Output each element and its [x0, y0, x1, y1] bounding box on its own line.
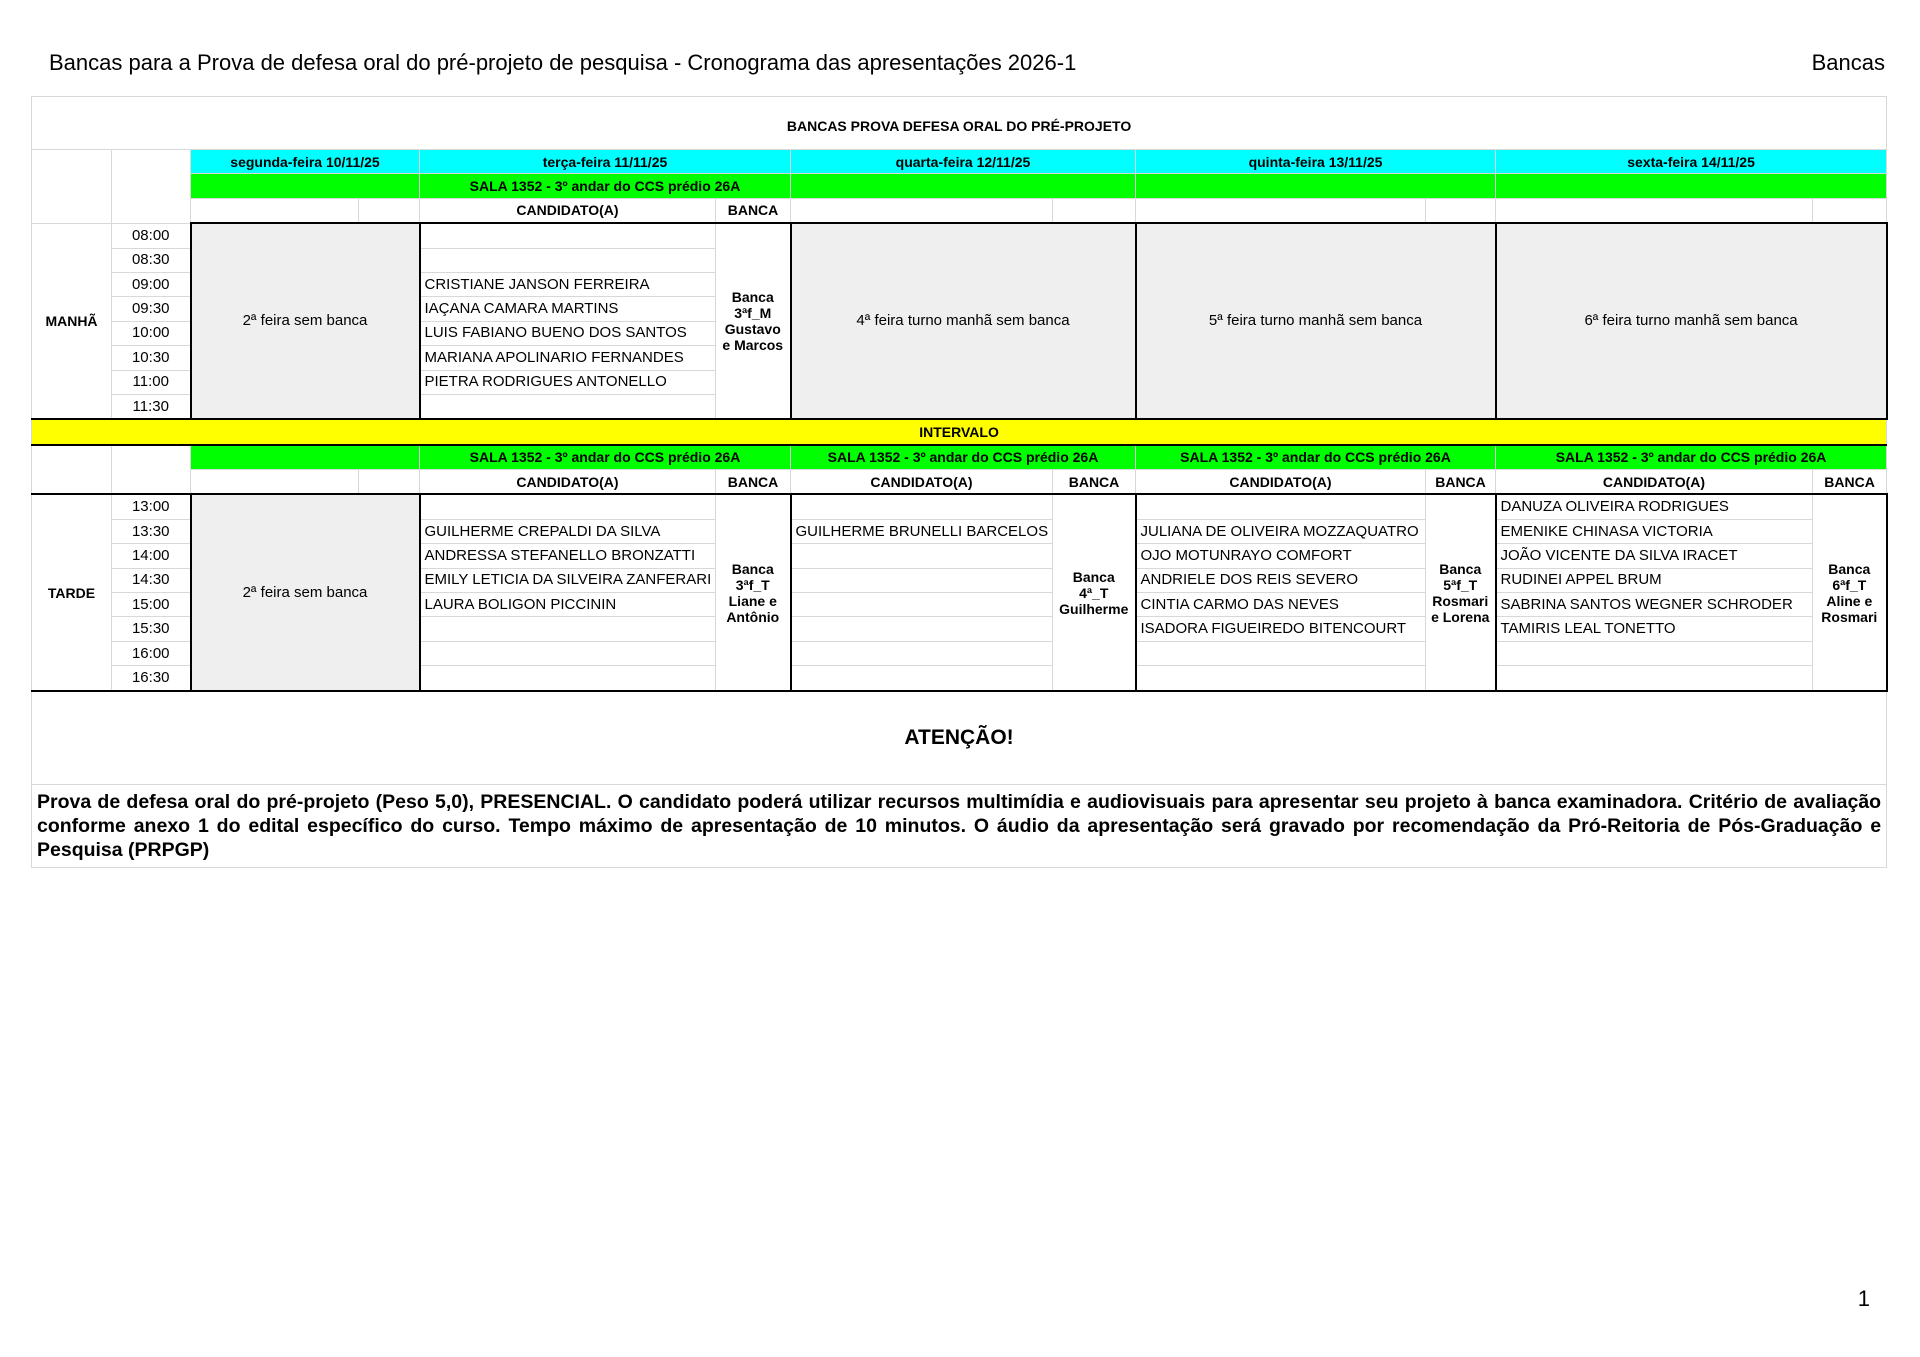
attention-heading: ATENÇÃO! [32, 691, 1887, 785]
banca-fri-afternoon: Banca 6ªf_T Aline e Rosmari [1813, 494, 1887, 690]
candidate-cell [791, 666, 1053, 691]
candidate-cell [1136, 641, 1426, 665]
col-candidate-header: CANDIDATO(A) [420, 198, 716, 223]
time-slot: 13:00 [112, 494, 191, 519]
time-slot: 11:00 [112, 370, 191, 394]
col-candidate-header: CANDIDATO(A) [1496, 470, 1813, 495]
col-banca-header: BANCA [1813, 470, 1887, 495]
turno-afternoon: TARDE [32, 494, 112, 690]
time-slot: 09:00 [112, 272, 191, 296]
monday-afternoon-no-banca: 2ª feira sem banca [191, 494, 420, 690]
candidate-cell: PIETRA RODRIGUES ANTONELLO [420, 370, 716, 394]
afternoon-block [32, 494, 1887, 690]
page-number: 1 [1857, 1286, 1870, 1311]
day-header-wed: quarta-feira 12/11/25 [791, 150, 1136, 174]
col-banca-header: BANCA [716, 198, 791, 223]
room-label-thu-afternoon: SALA 1352 - 3º andar do CCS prédio 26A [1136, 445, 1496, 470]
col-candidate-header: CANDIDATO(A) [420, 470, 716, 495]
candidate-cell: JULIANA DE OLIVEIRA MOZZAQUATRO [1136, 519, 1426, 543]
candidate-cell [791, 641, 1053, 665]
schedule-table [31, 96, 1888, 868]
time-slot: 14:30 [112, 568, 191, 592]
candidate-cell [791, 494, 1053, 519]
candidate-cell [1136, 494, 1426, 519]
time-slot: 08:00 [112, 223, 191, 248]
candidate-cell: EMILY LETICIA DA SILVEIRA ZANFERARI [420, 568, 716, 592]
candidate-cell [420, 223, 716, 248]
wednesday-morning-no-banca: 4ª feira turno manhã sem banca [791, 223, 1136, 419]
time-slot: 14:00 [112, 544, 191, 568]
time-slot: 16:30 [112, 666, 191, 691]
time-slot: 08:30 [112, 248, 191, 272]
candidate-cell [1496, 641, 1813, 665]
banca-tue-morning: Banca 3ªf_M Gustavo e Marcos [716, 223, 791, 419]
room-label-wed-afternoon: SALA 1352 - 3º andar do CCS prédio 26A [791, 445, 1136, 470]
candidate-cell: EMENIKE CHINASA VICTORIA [1496, 519, 1813, 543]
exam-note: Prova de defesa oral do pré-projeto (Peso 5,0), PRESENCIAL. O candidato poderá utilizar recursos multimídia e audiovisuais para apresentar seu projeto à banca examinadora. Critério de avaliação conforme anexo 1 do edital específico do curso. Tempo máximo de apresentação de 10 minutos. O áudio da apresentação será gravado por recomendação da Pró-Reitoria de Pós-Graduação e Pesquisa (PRPGP) [32, 784, 1887, 867]
time-slot: 16:00 [112, 641, 191, 665]
sheet-tag: Bancas [1811, 50, 1885, 75]
col-banca-header: BANCA [1053, 470, 1136, 495]
banca-tue-afternoon: Banca 3ªf_T Liane e Antônio [716, 494, 791, 690]
candidate-cell: IAÇANA CAMARA MARTINS [420, 297, 716, 321]
candidate-cell: OJO MOTUNRAYO COMFORT [1136, 544, 1426, 568]
candidate-cell: CINTIA CARMO DAS NEVES [1136, 593, 1426, 617]
thursday-morning-no-banca: 5ª feira turno manhã sem banca [1136, 223, 1496, 419]
candidate-cell [420, 666, 716, 691]
candidate-cell: DANUZA OLIVEIRA RODRIGUES [1496, 494, 1813, 519]
page-title: Bancas para a Prova de defesa oral do pré-projeto de pesquisa - Cronograma das apresentações 2026-1 [49, 50, 1077, 75]
day-header-fri: sexta-feira 14/11/25 [1496, 150, 1887, 174]
candidate-cell: RUDINEI APPEL BRUM [1496, 568, 1813, 592]
interval-bar: INTERVALO [32, 419, 1887, 444]
candidate-cell [791, 568, 1053, 592]
time-slot: 15:00 [112, 593, 191, 617]
candidate-cell: TAMIRIS LEAL TONETTO [1496, 617, 1813, 641]
candidate-cell: ISADORA FIGUEIREDO BITENCOURT [1136, 617, 1426, 641]
banca-thu-afternoon: Banca 5ªf_T Rosmari e Lorena [1426, 494, 1496, 690]
col-candidate-header: CANDIDATO(A) [1136, 470, 1426, 495]
room-label-tue-morning: SALA 1352 - 3º andar do CCS prédio 26A [420, 174, 791, 198]
candidate-cell [420, 494, 716, 519]
candidate-cell [791, 544, 1053, 568]
candidate-cell [420, 248, 716, 272]
candidate-cell [791, 593, 1053, 617]
day-header-thu: quinta-feira 13/11/25 [1136, 150, 1496, 174]
room-label-tue-afternoon: SALA 1352 - 3º andar do CCS prédio 26A [420, 445, 791, 470]
candidate-cell: SABRINA SANTOS WEGNER SCHRODER [1496, 593, 1813, 617]
friday-morning-no-banca: 6ª feira turno manhã sem banca [1496, 223, 1887, 419]
col-banca-header: BANCA [716, 470, 791, 495]
candidate-cell [420, 617, 716, 641]
col-banca-header: BANCA [1426, 470, 1496, 495]
turno-morning: MANHÃ [32, 223, 112, 419]
col-candidate-header: CANDIDATO(A) [791, 470, 1053, 495]
candidate-cell: JOÃO VICENTE DA SILVA IRACET [1496, 544, 1813, 568]
table-title: BANCAS PROVA DEFESA ORAL DO PRÉ-PROJETO [32, 97, 1887, 150]
candidate-cell: GUILHERME BRUNELLI BARCELOS [791, 519, 1053, 543]
candidate-cell: LAURA BOLIGON PICCININ [420, 593, 716, 617]
time-slot: 10:00 [112, 321, 191, 345]
time-slot: 13:30 [112, 519, 191, 543]
time-slot: 11:30 [112, 394, 191, 419]
candidate-cell: CRISTIANE JANSON FERREIRA [420, 272, 716, 296]
monday-morning-no-banca: 2ª feira sem banca [191, 223, 420, 419]
candidate-cell: ANDRIELE DOS REIS SEVERO [1136, 568, 1426, 592]
time-slot: 15:30 [112, 617, 191, 641]
candidate-cell [420, 641, 716, 665]
time-slot: 09:30 [112, 297, 191, 321]
candidate-cell [1496, 666, 1813, 691]
candidate-cell: ANDRESSA STEFANELLO BRONZATTI [420, 544, 716, 568]
room-label-fri-afternoon: SALA 1352 - 3º andar do CCS prédio 26A [1496, 445, 1887, 470]
candidate-cell: LUIS FABIANO BUENO DOS SANTOS [420, 321, 716, 345]
candidate-cell: MARIANA APOLINARIO FERNANDES [420, 346, 716, 370]
banca-wed-afternoon: Banca 4ª_T Guilherme [1053, 494, 1136, 690]
time-slot: 10:30 [112, 346, 191, 370]
candidate-cell [1136, 666, 1426, 691]
day-header-mon: segunda-feira 10/11/25 [191, 150, 420, 174]
day-header-tue: terça-feira 11/11/25 [420, 150, 791, 174]
morning-block [32, 223, 1887, 419]
candidate-cell: GUILHERME CREPALDI DA SILVA [420, 519, 716, 543]
candidate-cell [791, 617, 1053, 641]
candidate-cell [420, 394, 716, 419]
